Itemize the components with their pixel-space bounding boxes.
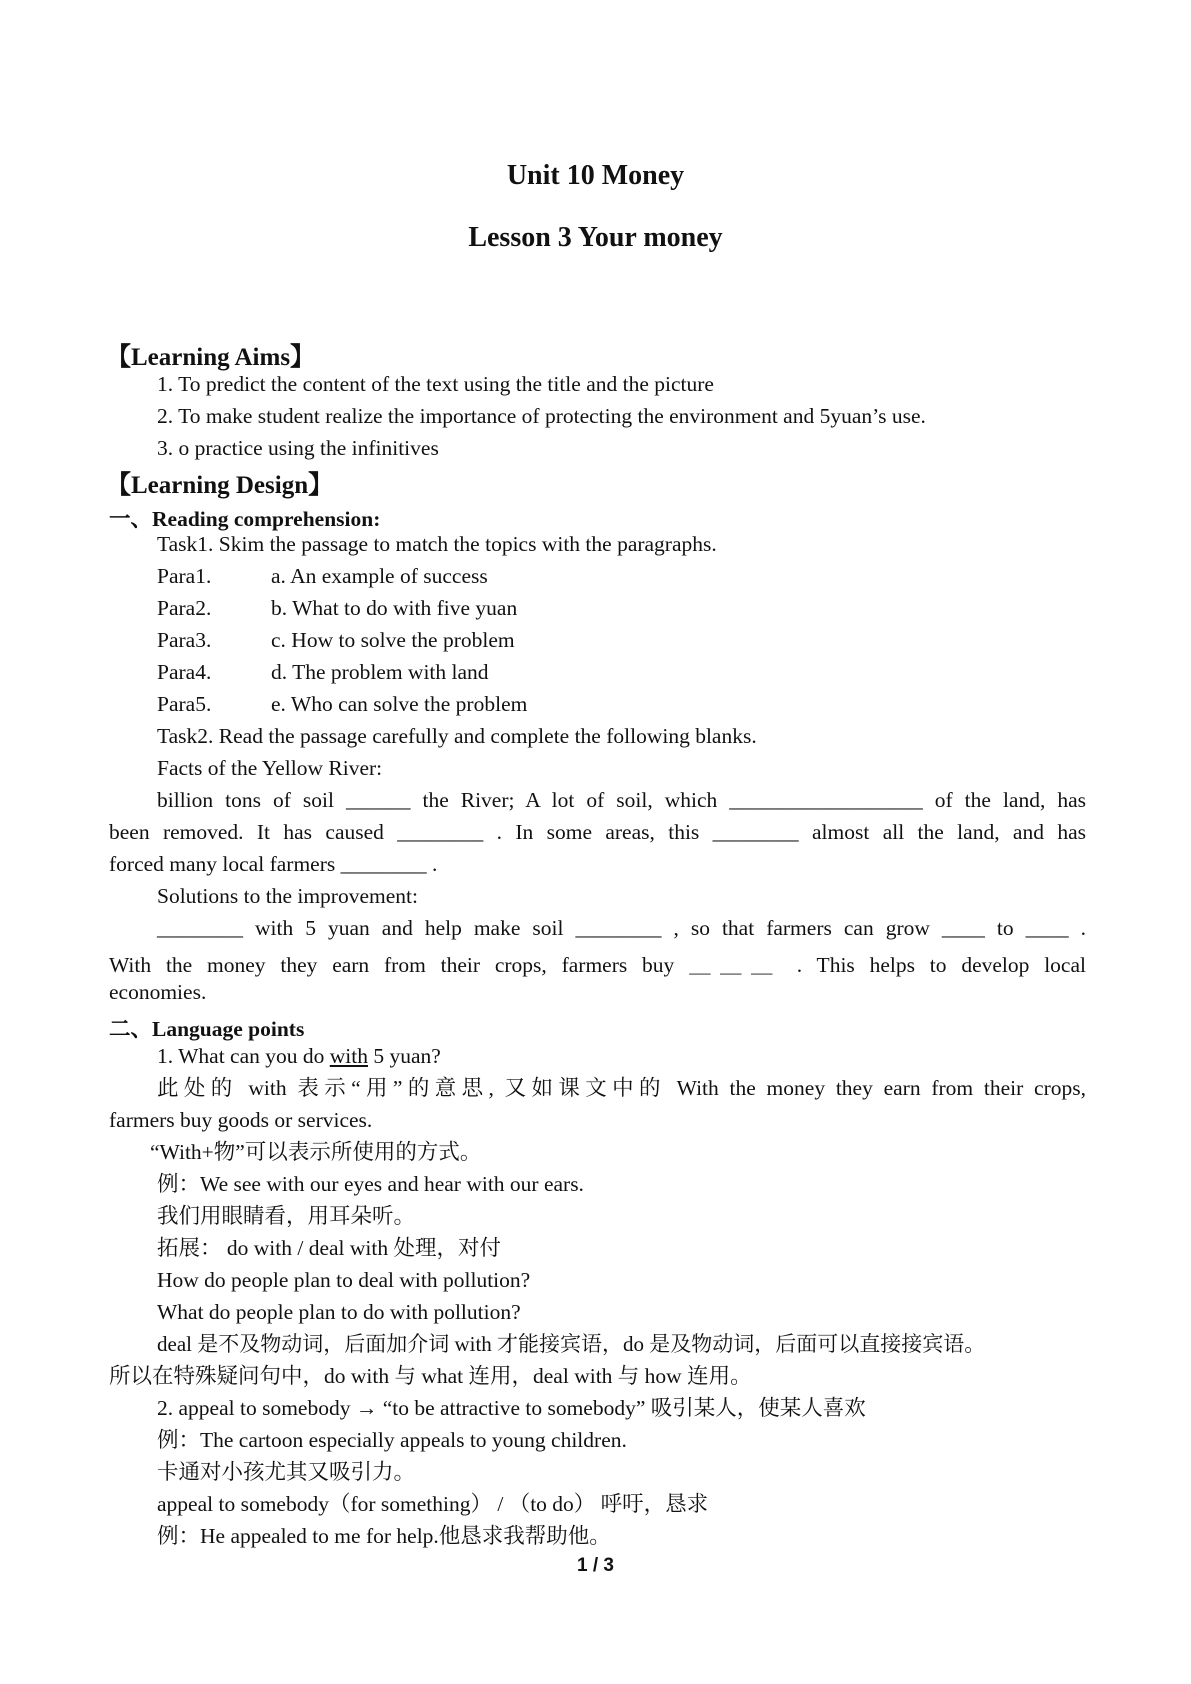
facts-line-1: billion tons of soil ______ the River; A lot of soil, which __________________ of the land, has [157,788,1086,812]
para-label-5: Para5. [157,692,212,716]
para-topic-1: a. An example of success [271,564,488,588]
language-points-heading: 二、Language points [109,1017,305,1041]
task1-instruction: Task1. Skim the passage to match the topics with the paragraphs. [157,532,717,556]
language-line-10: 所以在特殊疑问句中，do with 与 what 连用，deal with 与 how 连用。 [109,1364,752,1388]
language-line-2: farmers buy goods or services. [109,1108,373,1132]
solutions-heading: Solutions to the improvement: [157,884,418,908]
language-point-1-pre: 1. What can you do [157,1044,330,1068]
para-topic-3: c. How to solve the problem [271,628,515,652]
language-line-13: 卡通对小孩尤其又吸引力。 [157,1460,416,1484]
language-point-1-keyword: with [329,1044,368,1068]
aim-item-1: 1. To predict the content of the text using the title and the picture [157,372,714,396]
facts-heading: Facts of the Yellow River: [157,756,383,780]
language-point-1-post: 5 yuan? [368,1044,441,1068]
lesson-title: Lesson 3 Your money [468,222,723,253]
page-number: 1 / 3 [577,1555,614,1576]
language-line-6: 拓展： do with / deal with 处理，对付 [157,1236,501,1260]
language-line-7: How do people plan to deal with pollution? [157,1268,531,1292]
language-line-5: 我们用眼睛看，用耳朵听。 [157,1204,416,1228]
para-topic-4: d. The problem with land [271,660,489,684]
aim-item-2: 2. To make student realize the importance of protecting the environment and 5yuan’s use. [157,404,926,428]
para-label-4: Para4. [157,660,212,684]
learning-aims-heading: 【Learning Aims】 [106,344,316,371]
para-label-1: Para1. [157,564,212,588]
task2-instruction: Task2. Read the passage carefully and complete the following blanks. [157,724,757,748]
para-topic-5: e. Who can solve the problem [271,692,528,716]
language-line-4: 例：We see with our eyes and hear with our ears. [157,1172,584,1196]
solutions-line-1: ________ with 5 yuan and help make soil ________ , so that farmers can grow ____ to ____ . [157,916,1086,940]
facts-line-3: forced many local farmers ________ . [109,852,438,876]
language-line-12: 例：The cartoon especially appeals to young children. [157,1428,627,1452]
language-point-1 [157,1044,441,1069]
language-line-3: “With+物”可以表示所使用的方式。 [150,1140,482,1164]
solutions-line-2: With the money they earn from their crops, farmers buy ＿＿＿ . This helps to develop local [109,953,1086,977]
language-line-14: appeal to somebody（for something） / （to do） 呼吁，恳求 [157,1492,709,1516]
para-label-3: Para3. [157,628,212,652]
learning-design-heading: 【Learning Design】 [106,472,334,499]
language-line-9: deal 是不及物动词，后面加介词 with 才能接宾语，do 是及物动词，后面可以直接接宾语。 [157,1332,986,1356]
language-line-11: 2. appeal to somebody → “to be attractive to somebody” 吸引某人，使某人喜欢 [157,1396,866,1420]
reading-comprehension-heading: 一、Reading comprehension: [109,507,381,531]
para-label-2: Para2. [157,596,212,620]
unit-title: Unit 10 Money [506,160,685,191]
language-line-8: What do people plan to do with pollution? [157,1300,521,1324]
para-topic-2: b. What to do with five yuan [271,596,518,620]
language-line-15: 例：He appealed to me for help.他恳求我帮助他。 [157,1524,611,1548]
aim-item-3: 3. o practice using the infinitives [157,436,439,460]
language-line-1: 此处的 with 表示“用”的意思, 又如课文中的 With the money they earn from their crops, [157,1076,1086,1100]
facts-line-2: been removed. It has caused ________ . In some areas, this ________ almost all the land, and has [109,820,1086,844]
solutions-line-3: economies. [109,980,207,1004]
